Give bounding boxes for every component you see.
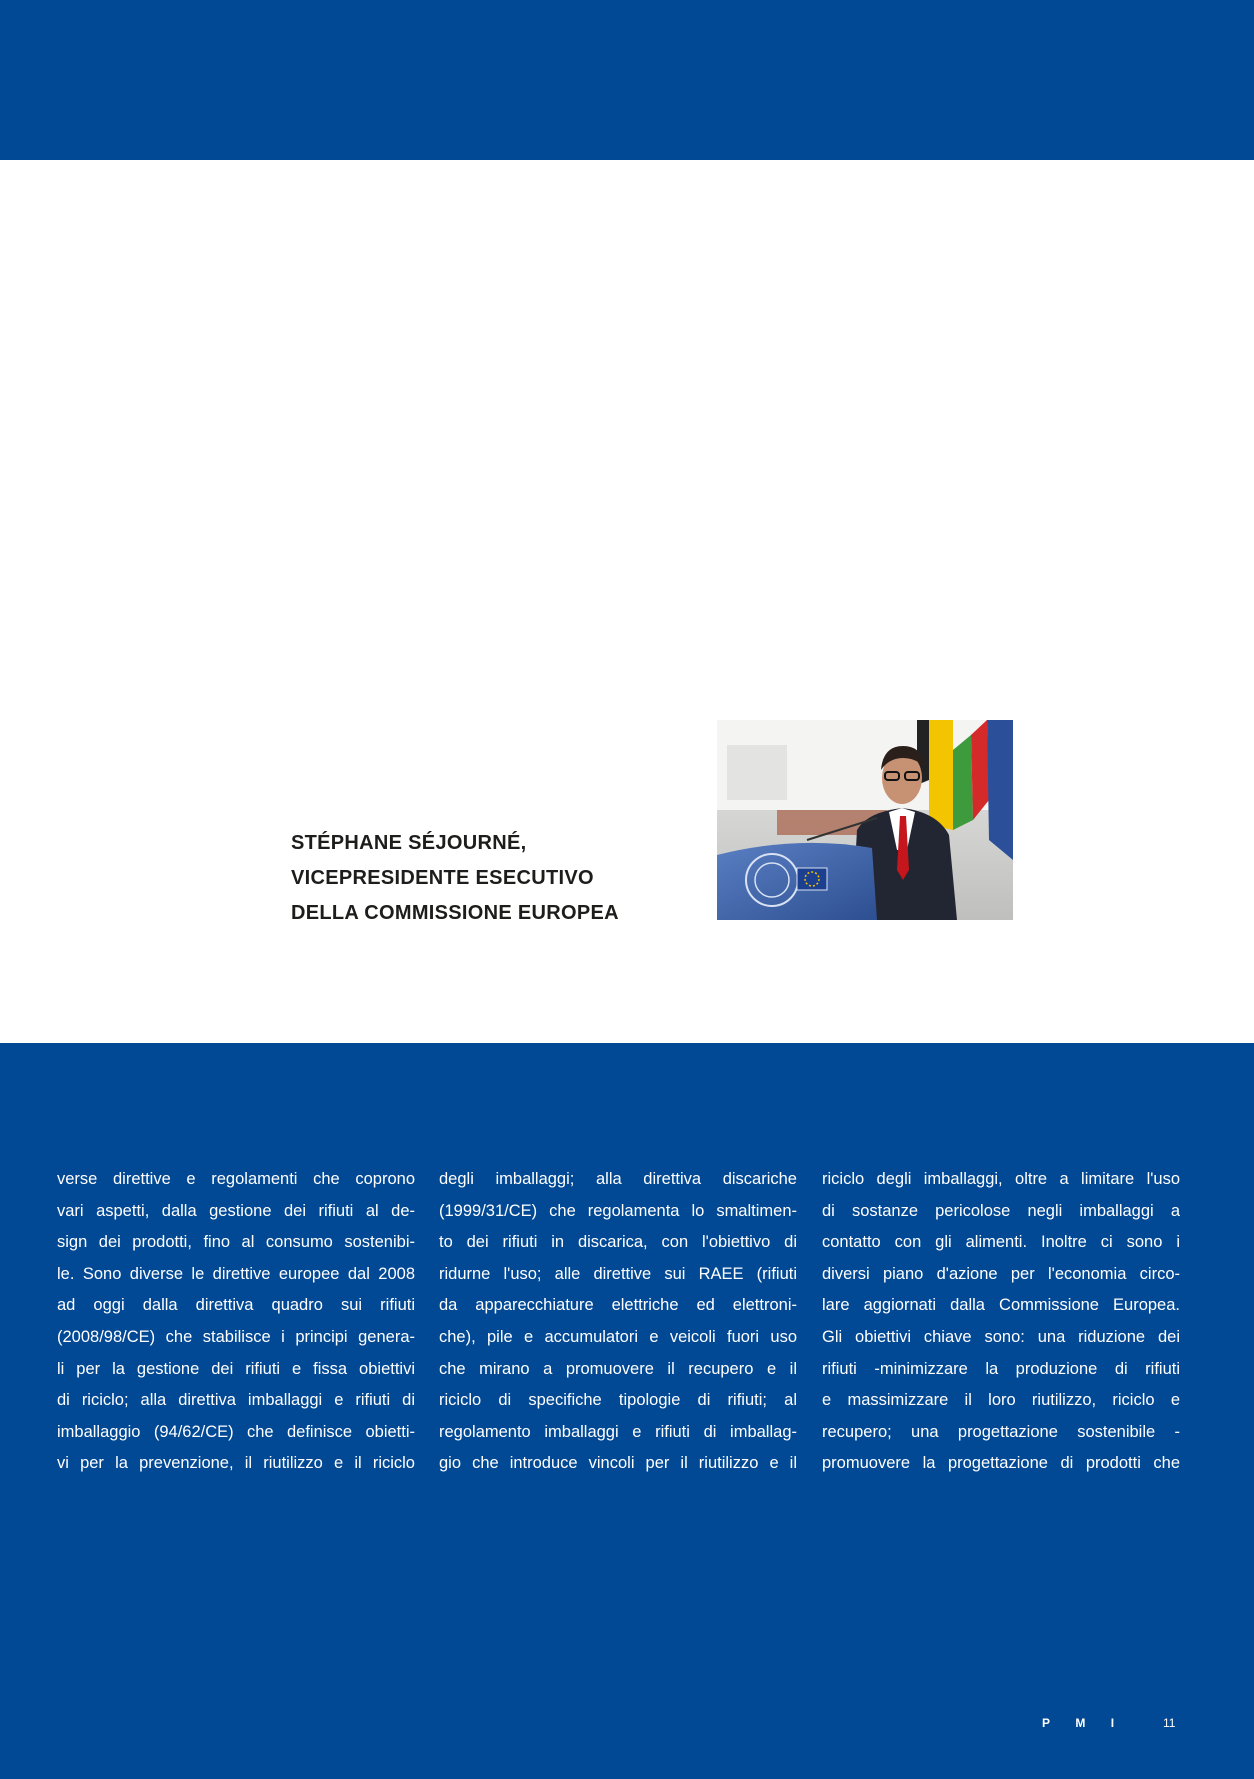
text-line: contatto con gli alimenti. Inoltre ci sono i [822,1233,1180,1252]
text-line: ridurne l'uso; alle direttive sui RAEE (rifiuti [439,1264,797,1283]
text-line: ad oggi dalla direttiva quadro sui rifiuti [57,1296,415,1315]
caption-line-organization: DELLA COMMISSIONE EUROPEA [291,902,619,924]
brand-letter: I [1110,1716,1115,1730]
text-line: sign dei prodotti, fino al consumo sostenibi- [57,1233,415,1252]
text-line: regolamento imballaggi e rifiuti di imballag- [439,1422,797,1441]
text-line: riciclo degli imballaggi, oltre a limitare l'uso [822,1170,1180,1188]
text-line: gio che introduce vincoli per il riutilizzo e il [439,1454,797,1473]
caption-line-role: VICEPRESIDENTE ESECUTIVO [291,867,594,889]
text-line: degli imballaggi; alla direttiva discariche [439,1170,797,1188]
text-column-1 [57,1164,415,1480]
text-line: imballaggio (94/62/CE) che definisce obietti- [57,1422,415,1441]
text-line: lare aggiornati dalla Commissione Europea. [822,1296,1180,1315]
flag-yellow [929,720,953,830]
top-blue-band [0,0,1254,160]
brand-letter: M [1075,1716,1086,1730]
text-line: li per la gestione dei rifiuti e fissa obiettivi [57,1359,415,1378]
text-line: di sostanze pericolose negli imballaggi a [822,1201,1180,1220]
text-line: promuovere la progettazione di prodotti che [822,1454,1180,1473]
text-column-3 [822,1164,1180,1480]
text-line: (1999/31/CE) che regolamenta lo smaltimen- [439,1201,797,1220]
text-line: e massimizzare il loro riutilizzo, riciclo e [822,1391,1180,1410]
text-line: diversi piano d'azione per l'economia circo- [822,1264,1180,1283]
text-line: (2008/98/CE) che stabilisce i principi genera- [57,1327,415,1346]
speaker-photo-illustration [717,720,1013,920]
caption-line-name: STÉPHANE SÉJOURNÉ, [291,832,527,854]
text-line: le. Sono diverse le direttive europee dal 2008 [57,1264,415,1283]
magazine-brand [1042,1716,1136,1730]
text-line: rifiuti -minimizzare la produzione di rifiuti [822,1359,1180,1378]
text-line: vi per la prevenzione, il riutilizzo e il riciclo [57,1454,415,1473]
text-line: da apparecchiature elettriche ed elettroni- [439,1296,797,1315]
text-column-2 [439,1164,797,1480]
text-line: che mirano a promuovere il recupero e il [439,1359,797,1378]
page-number: 11 [1163,1716,1176,1730]
article-body [57,1164,1181,1484]
brand-letter: P [1042,1716,1051,1730]
text-line: vari aspetti, dalla gestione dei rifiuti al de- [57,1201,415,1220]
text-line: che), pile e accumulatori e veicoli fuori uso [439,1327,797,1346]
text-line: Gli obiettivi chiave sono: una riduzione dei [822,1327,1180,1346]
speaker-photo [717,720,1013,920]
text-line: recupero; una progettazione sostenibile - [822,1422,1180,1441]
text-line: riciclo di specifiche tipologie di rifiuti; al [439,1391,797,1410]
text-line: di riciclo; alla direttiva imballaggi e rifiuti di [57,1391,415,1410]
photo-caption [291,826,691,931]
text-line: to dei rifiuti in discarica, con l'obiettivo di [439,1233,797,1252]
text-line: verse direttive e regolamenti che coprono [57,1170,415,1188]
